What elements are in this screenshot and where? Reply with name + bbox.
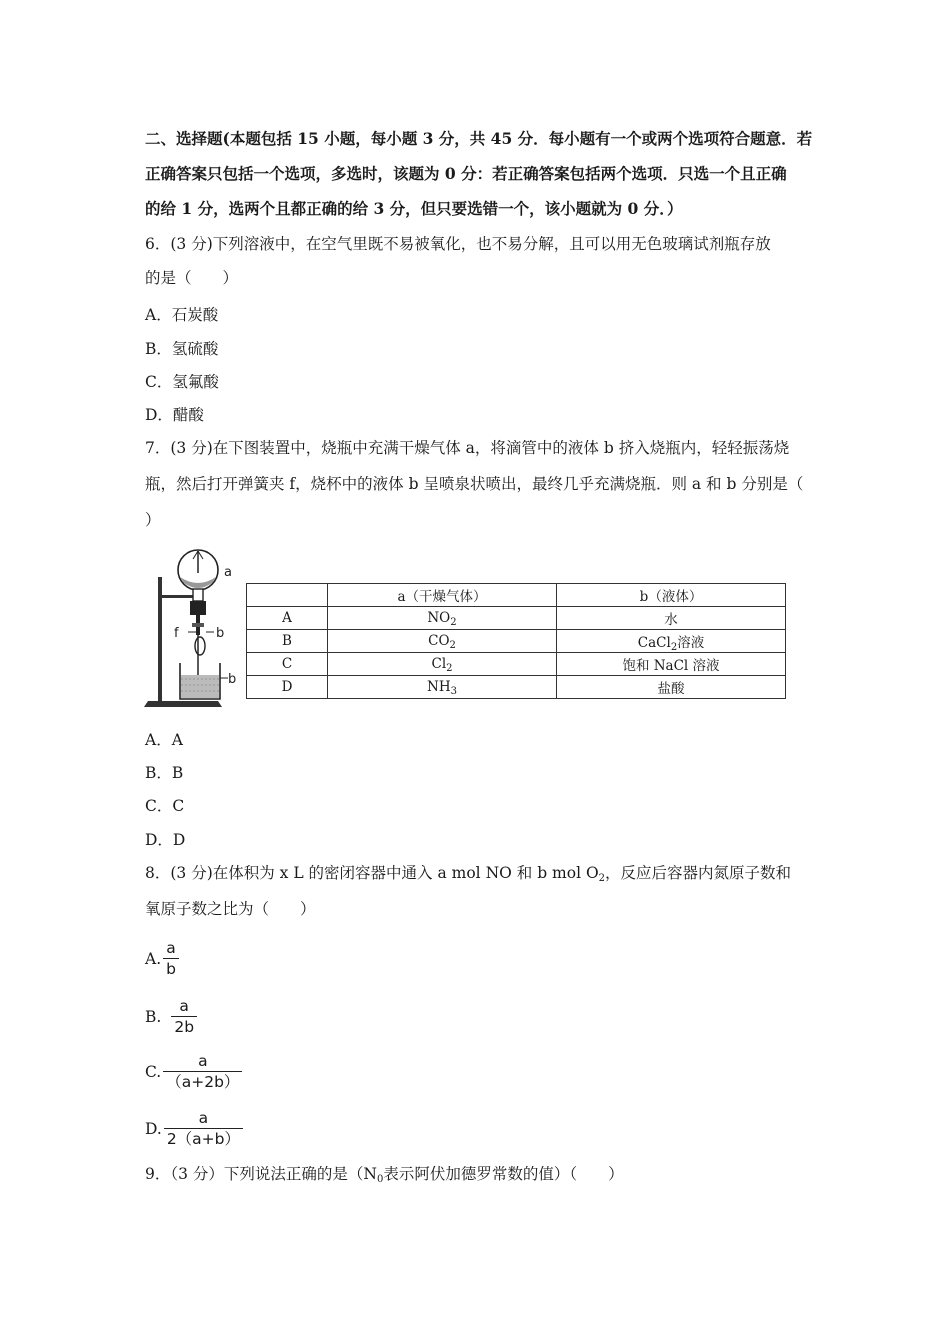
table-row	[247, 630, 786, 653]
fraction: $\frac{a}{2b}$	[171, 996, 197, 1037]
table-row	[247, 653, 786, 676]
fraction: $\frac{a}{2(a+b)}$	[164, 1108, 243, 1149]
table-row	[247, 676, 786, 699]
q6-option-c[interactable]: C．氢氟酸	[145, 373, 219, 391]
q6-option-a[interactable]: A．石炭酸	[145, 306, 219, 324]
q6-stem-line-2: 的是（ ）	[145, 269, 239, 287]
q8-stem-line-1: 8．(3 分)在体积为 x L 的密闭容器中通入 a mol NO 和 b mol $O_2$，反应后容器内氮原子数和	[145, 864, 792, 884]
q8-option-d[interactable]: D. $\frac{a}{2(a+b)}$	[145, 1108, 243, 1149]
section-header-line-1: 二、选择题(本题包括 15 小题，每小题 3 分，共 45 分．每小题有一个或两个选项符合题意．若	[145, 129, 813, 148]
q9-stem: 9．（3 分）下列说法正确的是（$N_0$表示阿伏加德罗常数的值）（ ）	[145, 1165, 624, 1185]
q7-option-d[interactable]: D．D	[145, 831, 186, 849]
q7-stem-line-2: 瓶，然后打开弹簧夹 f，烧杯中的液体 b 呈喷泉状喷出，最终几乎充满烧瓶．则 a 和 b 分别是（	[145, 475, 804, 493]
fraction: $\frac{a}{b}$	[163, 938, 179, 979]
row-label: A	[247, 607, 328, 630]
q8-option-b[interactable]: B. $\frac{a}{2b}$	[145, 996, 197, 1037]
figure-label-b-dropper: b	[216, 626, 225, 641]
table-row	[247, 607, 786, 630]
figure-label-a: a	[224, 565, 232, 580]
q7-option-a[interactable]: A．A	[145, 731, 183, 749]
fraction: $\frac{a}{(a+2b)}$	[163, 1051, 242, 1092]
q7-option-b[interactable]: B．B	[145, 764, 184, 782]
gas-cell: $Cl_2$	[328, 653, 557, 676]
q7-stem-line-3: ）	[145, 511, 161, 529]
figure-label-b-beaker: b	[228, 672, 237, 687]
section-header-line-2: 正确答案只包括一个选项，多选时，该题为 0 分：若正确答案包括两个选项．只选一个且正确	[145, 164, 787, 183]
q7-stem-line-1: 7．(3 分)在下图装置中，烧瓶中充满干燥气体 a，将滴管中的液体 b 挤入烧瓶内，轻轻振荡烧	[145, 439, 790, 457]
gas-cell: $NO_2$	[328, 607, 557, 630]
table-header-cell: b（液体）	[557, 584, 786, 607]
q8-stem-line-2: 氧原子数之比为（ ）	[145, 900, 316, 918]
table-header-row	[247, 584, 786, 607]
gas-cell: $CO_2$	[328, 630, 557, 653]
section-header-line-3: 的给 1 分，选两个且都正确的给 3 分，但只要选错一个，该小题就为 0 分．）	[145, 199, 683, 218]
liquid-cell: 水	[557, 607, 786, 630]
figure-label-f: f	[174, 626, 179, 641]
q6-stem-line-1: 6．(3 分)下列溶液中，在空气里既不易被氧化，也不易分解，且可以用无色玻璃试剂瓶存放	[145, 235, 771, 253]
q6-option-d[interactable]: D．醋酸	[145, 406, 204, 424]
gas-cell: $NH_3$	[328, 676, 557, 699]
liquid-cell: CaCl$_2$溶液	[557, 630, 786, 653]
fountain-apparatus-figure	[140, 545, 240, 710]
table-header-cell: a（干燥气体）	[328, 584, 557, 607]
liquid-cell: 盐酸	[557, 676, 786, 699]
q7-gas-liquid-table	[246, 583, 786, 699]
row-label: D	[247, 676, 328, 699]
q6-option-b[interactable]: B．氢硫酸	[145, 340, 219, 358]
q8-option-a[interactable]: A. $\frac{a}{b}$	[145, 938, 179, 979]
liquid-cell: 饱和 NaCl 溶液	[557, 653, 786, 676]
table-header-cell	[247, 584, 328, 607]
q7-option-c[interactable]: C．C	[145, 797, 185, 815]
row-label: C	[247, 653, 328, 676]
row-label: B	[247, 630, 328, 653]
q8-option-c[interactable]: C. $\frac{a}{(a+2b)}$	[145, 1051, 242, 1092]
